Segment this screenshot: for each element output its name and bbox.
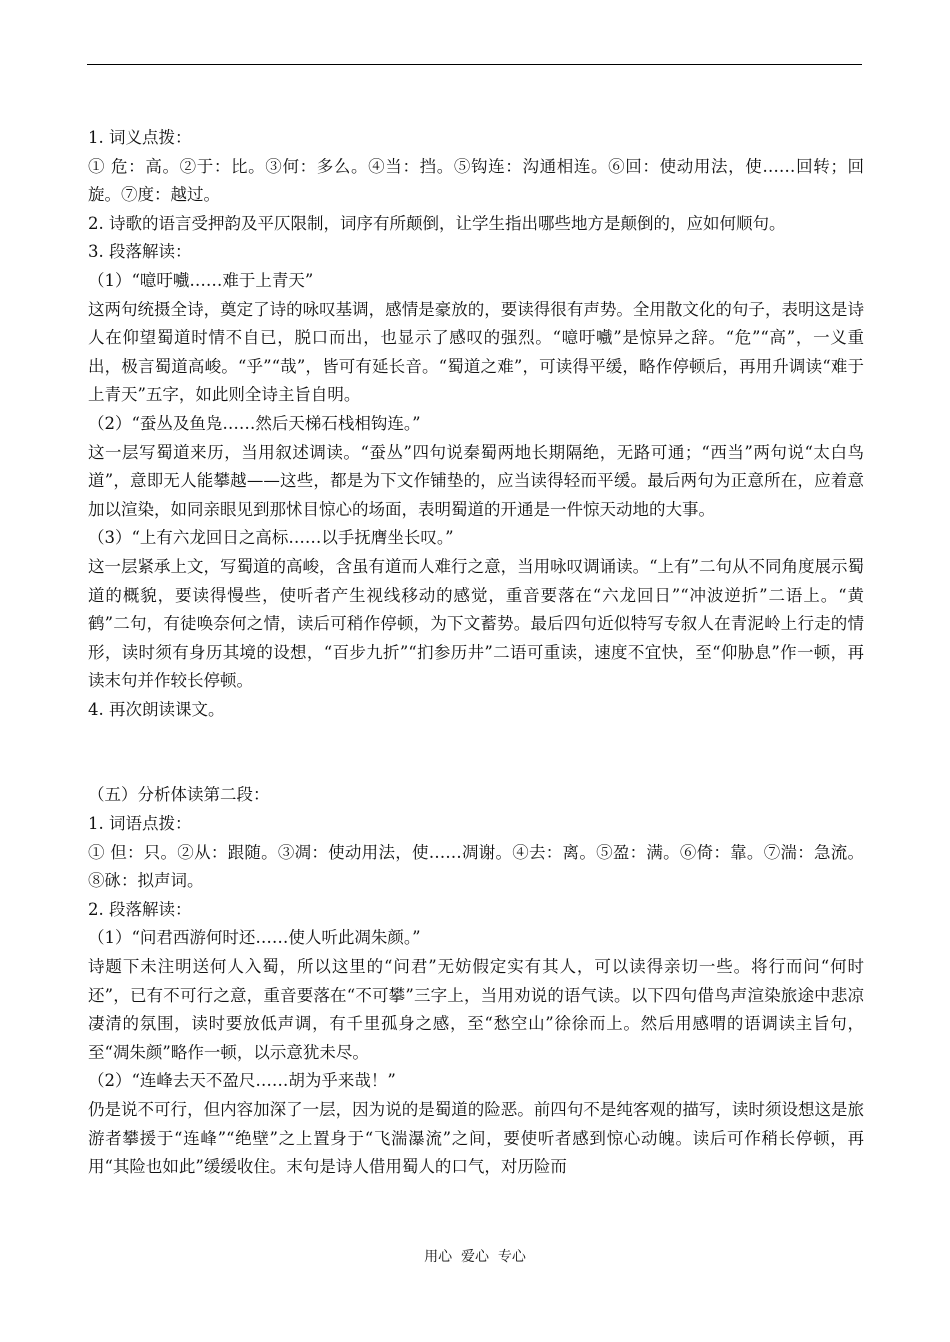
paragraph-analysis-heading: 3. 段落解读：: [88, 242, 192, 262]
subsection-title: （1）“问君西游何时还……使人听此凋朱颜。”: [88, 928, 421, 948]
subsection-text: 这一层写蜀道来历，当用叙述调读。“蚕丛”四句说秦蜀两地长期隔绝，无路可通；“西当”两句说“太白鸟道”，意即无人能攀越——这些，都是为下文作铺垫的，应当读得轻而平缓。最后两句为正意所在，应着意加以渲染，如同亲眼见到那怵目惊心的场面，表明蜀道的开通是一件惊天动地的大事。: [88, 442, 864, 519]
document-body: [88, 124, 864, 1182]
word-order-note: 2. 诗歌的语言受押韵及平仄限制，词序有所颠倒，让学生指出哪些地方是颠倒的，应如何顺句。: [88, 213, 786, 233]
word-notes-heading: 1. 词语点拨：: [88, 814, 192, 834]
word-notes-text: ① 危：高。②于：比。③何：多么。④当：挡。⑤钩连：沟通相连。⑥回：使动用法，使……回转；回旋。⑦度：越过。: [88, 156, 864, 205]
subsection-title: （1）“噫吁嚱……难于上青天”: [88, 270, 314, 290]
header-rule: [87, 64, 862, 65]
word-notes-heading: 1. 词义点拨：: [88, 128, 192, 147]
subsection-text: 这两句统摄全诗，奠定了诗的咏叹基调，感情是豪放的，要读得很有声势。全用散文化的句子，表明这是诗人在仰望蜀道时情不自已，脱口而出，也显示了感叹的强烈。“噫吁嚱”是惊异之辞。“危”“高”，一义重出，极言蜀道高峻。“乎”“哉”，皆可有延长音。“蜀道之难”，可读得平缓，略作停顿后，再用升调读“难于上青天”五字，如此则全诗主旨自明。: [88, 299, 864, 405]
subsection-title: （2）“连峰去天不盈尺……胡为乎来哉！”: [88, 1071, 396, 1091]
word-notes-text: ① 但：只。②从：跟随。③凋：使动用法，使……凋谢。④去：离。⑤盈：满。⑥倚：靠。⑦湍：急流。⑧砯：拟声词。: [88, 842, 864, 891]
subsection-title: （2）“蚕丛及鱼凫……然后天梯石栈相钩连。”: [88, 413, 421, 433]
subsection-text: 诗题下未注明送何人入蜀，所以这里的“问君”无妨假定实有其人，可以读得亲切一些。将行而问“何时还”，已有不可行之意，重音要落在“不可攀”三字上，当用劝说的语气读。以下四句借鸟声渲染旅途中悲凉凄清的氛围，读时要放低声调，有千里孤身之感，至“愁空山”徐徐而上。然后用感喟的语调读主旨句，至“凋朱颜”略作一顿，以示意犹未尽。: [88, 957, 864, 1062]
subsection-text: 这一层紧承上文，写蜀道的高峻，含虽有道而人难行之意，当用咏叹调诵读。“上有”二句从不同角度展示蜀道的概貌，要读得慢些，使听者产生视线移动的感觉，重音要落在“六龙回日”“冲波逆折”二语上。“黄鹤”二句，有徒唤奈何之情，读后可稍作停顿，为下文蓄势。最后四句近似特写专叙人在青泥岭上行走的情形，读时须有身历其境的设想，“百步九折”“扪参历井”二语可重读，速度不宜快，至“仰胁息”作一顿，再读末句并作较长停顿。: [88, 556, 864, 691]
section-heading: （五）分析体读第二段：: [88, 785, 270, 805]
subsection-text: 仍是说不可行，但内容加深了一层，因为说的是蜀道的险恶。前四句不是纯客观的描写，读时须设想这是旅游者攀援于“连峰”“绝壁”之上置身于“飞湍瀑流”之间，要使听者感到惊心动魄。读后可作稍长停顿，再用“其险也如此”缓缓收住。末句是诗人借用蜀人的口气，对历险而: [88, 1100, 864, 1177]
subsection-title: （3）“上有六龙回日之高标……以手抚膺坐长叹。”: [88, 528, 454, 548]
section-gap: [88, 724, 864, 781]
paragraph-analysis-heading: 2. 段落解读：: [88, 899, 192, 919]
page-footer: 用心 爱心 专心: [424, 1249, 526, 1265]
reread-note: 4. 再次朗读课文。: [88, 699, 225, 719]
